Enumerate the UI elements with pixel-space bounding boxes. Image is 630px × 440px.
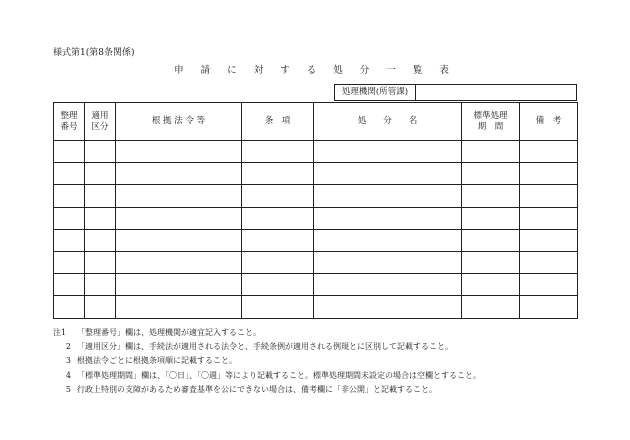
- table-row: [54, 251, 578, 273]
- col-header-joko: [242, 103, 314, 141]
- table-cell: [242, 296, 314, 318]
- col-header-line: 処 分 名: [357, 116, 418, 126]
- table-row: [54, 296, 578, 318]
- table-cell: [116, 296, 242, 318]
- org-value-cell: [415, 84, 577, 101]
- col-header-hyojun-kikan: [462, 103, 520, 141]
- table-cell: [462, 251, 520, 273]
- note-number: 5: [65, 384, 71, 394]
- col-header-shobun-mei: [314, 103, 462, 141]
- note-text: 「適用区分」欄は、手続法が適用される法令と、手続条例が適用される例規とに区別して記載すること。: [77, 342, 453, 352]
- table-cell: [116, 141, 242, 163]
- table-cell: [520, 251, 578, 273]
- table-cell: [85, 251, 116, 273]
- table-cell: [242, 207, 314, 229]
- table-cell: [520, 141, 578, 163]
- table-cell: [314, 207, 462, 229]
- table-cell: [462, 229, 520, 251]
- col-header-line: 番号: [60, 121, 78, 132]
- table-cell: [54, 141, 85, 163]
- col-header-line: 区分: [91, 121, 109, 132]
- header-row: [54, 103, 578, 141]
- table-row: [54, 274, 578, 296]
- col-header-line: 条 項: [264, 116, 291, 126]
- table-cell: [54, 251, 85, 273]
- table-row: [54, 207, 578, 229]
- table-cell: [314, 185, 462, 207]
- note-text: 「標準処理期間」欄は、「〇日」、「〇週」等により記載すること。標準処理期間未設定の場合は空欄とすること。: [77, 370, 481, 380]
- page-title: 申 請 に 対 す る 処 分 一 覧 表: [174, 65, 456, 76]
- table-cell: [520, 185, 578, 207]
- note-item: [53, 354, 481, 368]
- table-cell: [242, 141, 314, 163]
- note-item: [53, 369, 481, 383]
- col-header-tekiyo-kubun: [85, 103, 116, 141]
- note-text: 「整理番号」欄は、処理機関が適宜記入すること。: [77, 328, 261, 337]
- table-cell: [54, 274, 85, 296]
- table-cell: [314, 141, 462, 163]
- table-cell: [314, 251, 462, 273]
- table-cell: [116, 229, 242, 251]
- table-cell: [314, 296, 462, 318]
- table-cell: [116, 251, 242, 273]
- table-cell: [116, 185, 242, 207]
- table-cell: [520, 296, 578, 318]
- table-cell: [242, 229, 314, 251]
- table-cell: [54, 229, 85, 251]
- table-row: [54, 229, 578, 251]
- col-header-biko: [520, 103, 578, 141]
- table-cell: [54, 163, 85, 185]
- table-cell: [520, 207, 578, 229]
- table-cell: [116, 163, 242, 185]
- col-header-line: 標準処理: [473, 110, 508, 121]
- table-cell: [85, 141, 116, 163]
- note-number: 注1: [53, 328, 67, 337]
- col-header-line: 適用: [91, 110, 109, 121]
- note-number: 2: [65, 342, 71, 352]
- col-header-line: 根 拠 法 令 等: [151, 116, 206, 126]
- note-number: 4: [65, 370, 71, 380]
- table-cell: [462, 274, 520, 296]
- table-cell: [520, 274, 578, 296]
- table-cell: [85, 229, 116, 251]
- col-header-line: 期 間: [477, 121, 504, 132]
- form-number: 様式第1(第8条関係): [53, 48, 135, 58]
- table-row: [54, 141, 578, 163]
- table-cell: [54, 185, 85, 207]
- table-cell: [242, 163, 314, 185]
- note-item: [53, 326, 481, 340]
- note-text: 行政上特別の支障があるため審査基準を公にできない場合は、備考欄に「非公開」と記載すること。: [77, 384, 437, 394]
- table-row: [54, 163, 578, 185]
- col-header-konkyo-horei: [116, 103, 242, 141]
- table-cell: [314, 274, 462, 296]
- table-cell: [462, 163, 520, 185]
- table-cell: [242, 274, 314, 296]
- note-item: [53, 383, 481, 397]
- col-header-line: 整理: [60, 110, 78, 121]
- table-cell: [242, 251, 314, 273]
- table-cell: [116, 207, 242, 229]
- table-cell: [54, 296, 85, 318]
- table-row: [54, 185, 578, 207]
- table-cell: [242, 185, 314, 207]
- note-item: [53, 340, 481, 354]
- table-cell: [314, 229, 462, 251]
- table-cell: [462, 185, 520, 207]
- table-cell: [314, 163, 462, 185]
- table-cell: [85, 296, 116, 318]
- table-cell: [116, 274, 242, 296]
- table-cell: [54, 207, 85, 229]
- table-cell: [462, 207, 520, 229]
- notes-section: [53, 326, 481, 397]
- table-cell: [85, 185, 116, 207]
- table-cell: [520, 163, 578, 185]
- col-header-seiri-bango: [54, 103, 85, 141]
- disposition-table: [53, 102, 578, 319]
- table-cell: [462, 141, 520, 163]
- table-cell: [462, 296, 520, 318]
- note-text: 根拠法令ごとに根拠条項順に記載すること。: [77, 356, 237, 366]
- note-number: 3: [65, 356, 71, 366]
- org-label-cell: 処理機関(所管課): [334, 84, 416, 101]
- table-cell: [85, 207, 116, 229]
- table-cell: [520, 229, 578, 251]
- col-header-line: 備 考: [535, 116, 562, 126]
- table-cell: [85, 163, 116, 185]
- table-cell: [85, 274, 116, 296]
